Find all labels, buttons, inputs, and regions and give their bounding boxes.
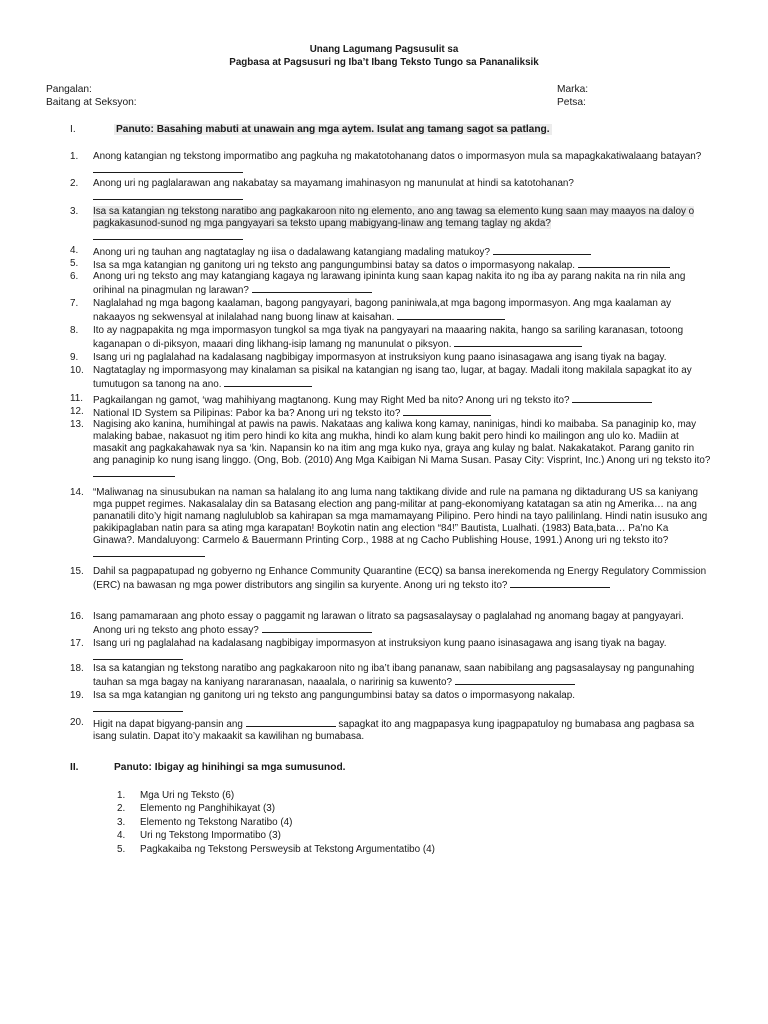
answer-blank[interactable]	[403, 406, 491, 416]
score-label: Marka:	[557, 84, 589, 95]
question-number: 5.	[70, 258, 79, 269]
question-number: 17.	[70, 638, 84, 649]
question-number: 10.	[70, 365, 84, 376]
list-item-number: 3.	[117, 816, 126, 828]
question-number: 13.	[70, 419, 84, 430]
question-text: Nagtataglay ng impormasyong may kinalaman sa pisikal na katangian ng isang tao, lugar, at bagay. Madali itong makilala sapagkat ito ay tumutugon sa tanong na ano.	[93, 365, 692, 390]
answer-blank[interactable]	[493, 245, 591, 255]
question-number: 3.	[70, 206, 79, 217]
answer-blank[interactable]	[455, 675, 575, 685]
part1-instruction: Panuto: Basahing mabuti at unawain ang mga aytem. Isulat ang tamang sagot sa patlang.	[116, 124, 550, 135]
answer-blank[interactable]	[252, 283, 372, 293]
answer-blank[interactable]	[397, 310, 505, 320]
question-text: National ID System sa Pilipinas: Pabor ka ba? Anong uri ng teksto ito?	[93, 408, 401, 419]
answer-blank[interactable]	[572, 393, 652, 403]
question-number: 2.	[70, 178, 79, 189]
answer-blank[interactable]	[93, 190, 243, 200]
answer-blank[interactable]	[93, 163, 243, 173]
list-item-number: 5.	[117, 843, 126, 855]
question-number: 14.	[70, 487, 84, 498]
question-text: Pagkailangan ng gamot, ‘wag mahihiyang magtanong. Kung may Right Med ba nito? Anong uri ng teksto ito?	[93, 395, 570, 406]
question-text: Isa sa mga katangian ng ganitong uri ng teksto ang pangungumbinsi batay sa datos o impormasyong nakalap.	[93, 260, 575, 271]
question-number: 6.	[70, 271, 79, 282]
question-text: Isa sa katangian ng tekstong naratibo ang pagkakaroon nito ng elemento, ano ang tawag sa elemento kung saan may maayos na daloy o pagkakasunod-sunod ng mga pangyayari sa teksto upang mabigyang-linaw ang temang taglay ng akda?	[93, 206, 695, 229]
answer-blank[interactable]	[246, 717, 336, 727]
answer-blank[interactable]	[578, 258, 670, 268]
name-label: Pangalan:	[46, 84, 92, 95]
question-text: Nagising ako kanina, humihingal at pawis na pawis. Nakataas ang kaliwa kong kamay, naninigas, hindi ko maibaba. Sa panaginip ko, may malaking babae, nakasuot ng itim pero hindi ko kita ang mukha, hindi ko alam kung bakit pero hindi ko mailingon ang ulo ko. Madiin at masakit ang pagkakahawak nya sa ‘kin. Napansin ko na itim ang mga kuko nya, graya ang kulay ng balat. Nakakatakot. Parang ganito rin ang panaginip ko nung isang linggo. (Ong, Bob. (2010) Ang Mga Kaibigan Ni Mama Susan. Pasay City: Visprint, Inc.) Anong uri ng teksto ito?	[93, 419, 711, 466]
exam-subtitle: Pagbasa at Pagsusuri ng Iba’t Ibang Teksto Tungo sa Pananaliksik	[229, 57, 539, 68]
answer-blank[interactable]	[93, 650, 183, 660]
list-item-text: Pagkakaiba ng Tekstong Persweysib at Tekstong Argumentatibo (4)	[140, 843, 435, 855]
question-text: Anong katangian ng tekstong impormatibo ang pagkuha ng makatotohanang datos o impormasyon mula sa mapagkakatiwalaang batayan?	[93, 151, 702, 162]
answer-blank[interactable]	[262, 623, 372, 633]
question-number: 15.	[70, 566, 84, 577]
date-label: Petsa:	[557, 97, 586, 108]
question-number: 19.	[70, 690, 84, 701]
list-item-text: Uri ng Tekstong Impormatibo (3)	[140, 830, 281, 842]
question-number: 1.	[70, 151, 79, 162]
question-text: Naglalahad ng mga bagong kaalaman, bagong pangyayari, bagong paniniwala,at mga bagong impormasyon. Ang mga kaalaman ay nakaayos ng sekwensyal at inilalahad nang buong linaw at kaisahan.	[93, 298, 672, 323]
question-text: Anong uri ng teksto ang may katangiang kagaya ng larawang ipininta kung saan kapag nakita ito ng iba ay parang nakita na rin nila ang orihinal na pinagmulan ng larawan?	[93, 271, 686, 296]
question-text-a: Higit na dapat bigyang-pansin ang	[93, 719, 243, 730]
question-text: Isa sa katangian ng tekstong naratibo ang pagkakaroon nito ng iba’t ibang pananaw, saan nabibilang ang pagsasalaysay ng pangunahing tauhan sa mga bagay na kaniyang nararanasan, naaalala, o naririnig sa kuwento?	[93, 663, 695, 688]
question-number: 7.	[70, 298, 79, 309]
question-text: Isang uri ng paglalahad na kadalasang nagbibigay impormasyon at instruksiyon kung paano isinasagawa ang isang tiyak na bagay.	[93, 638, 667, 649]
question-number: 9.	[70, 352, 79, 363]
question-number: 8.	[70, 325, 79, 336]
question-number: 4.	[70, 245, 79, 256]
section-label: Baitang at Seksyon:	[46, 97, 137, 108]
answer-blank[interactable]	[224, 377, 312, 387]
list-item-number: 1.	[117, 790, 126, 801]
question-text-b: sapagkat ito ang magpapasya kung ipagpapatuloy ng bumabasa ang pagbasa sa isang sulatin. Dapat ito’y makaakit sa kawilihan ng bumabasa.	[93, 719, 695, 742]
answer-blank[interactable]	[93, 467, 175, 477]
part2-numeral: II.	[70, 762, 79, 773]
question-number: 18.	[70, 663, 84, 674]
question-text: Ito ay nagpapakita ng mga impormasyon tungkol sa mga tiyak na pangyayari na maaaring nakita, hango sa sariling karanasan, totoong kaganapan o di-piksyon, maaari ding likhang-isip lamang ng manunulat o piksyon.	[93, 325, 684, 350]
list-item-text: Elemento ng Tekstong Naratibo (4)	[140, 816, 293, 828]
question-number: 12.	[70, 406, 84, 417]
question-text: Isang pamamaraan ang photo essay o paggamit ng larawan o litrato sa pagsasalaysay o paglalahad ng anomang bagay at pangyayari. Anong uri ng teksto ang photo essay?	[93, 611, 684, 636]
question-number: 11.	[70, 393, 83, 404]
answer-blank[interactable]	[454, 337, 582, 347]
part2-instruction: Panuto: Ibigay ag hinihingi sa mga sumusunod.	[114, 762, 346, 773]
question-number: 20.	[70, 717, 84, 728]
question-number: 16.	[70, 611, 84, 622]
question-text: “Maliwanag na sinusubukan na naman sa halalang ito ang luma nang taktikang divide and rule na pamana ng diktadurang US sa kaniyang mga puppet regimes. Nakasalalay din sa Batasang election ang pang-militar at pang-ekonomiyang katatagan sa atin ng Amerika… na ang pananatili dito’y higit namang naglulublob sa kahirapan sa mga mamamayang Pilipino. Pero hindi na tayo palilinlang. Hindi natin isusuko ang pakikipaglaban natin para sa ating mga karapatan! Boykotin natin ang election “84!” Bautista, Lualhati. (1983) Bata,bata… Pa’no Ka Ginawa?. Mandaluyong: Carmelo & Bauermann Printing Corp., 1988 at ng Cacho Publishing House, 1991.) Anong uri ng teksto ito?	[93, 487, 708, 546]
question-text: Dahil sa pagpapatupad ng gobyerno ng Enhance Community Quarantine (ECQ) sa bansa inerekomenda ng Energy Regulatory Commission (ERC) na bawasan ng mga power distributors ang singilin sa kuryente. Anong uri ng teksto ito?	[93, 566, 707, 591]
list-item-number: 4.	[117, 830, 126, 842]
question-text: Isa sa mga katangian ng ganitong uri ng teksto ang pangungumbinsi batay sa datos o impormasyong nakalap.	[93, 690, 575, 701]
exam-title: Unang Lagumang Pagsusulit sa	[309, 44, 459, 55]
list-item-number: 2.	[117, 803, 126, 815]
part1-numeral: I.	[70, 124, 76, 135]
list-item-text: Elemento ng Panghihikayat (3)	[140, 803, 276, 815]
answer-blank[interactable]	[510, 578, 610, 588]
answer-blank[interactable]	[93, 230, 243, 240]
answer-blank[interactable]	[93, 547, 205, 557]
question-text: Anong uri ng paglalarawan ang nakabatay sa mayamang imahinasyon ng manunulat at hindi sa katotohanan?	[93, 178, 574, 189]
question-text: Isang uri ng paglalahad na kadalasang nagbibigay impormasyon at instruksiyon kung paano isinasagawa ang isang tiyak na bagay.	[93, 352, 667, 363]
question-text: Anong uri ng tauhan ang nagtataglay ng iisa o dadalawang katangiang madaling matukoy?	[93, 247, 490, 258]
answer-blank[interactable]	[93, 702, 183, 712]
list-item-text: Mga Uri ng Teksto (6)	[140, 790, 235, 801]
